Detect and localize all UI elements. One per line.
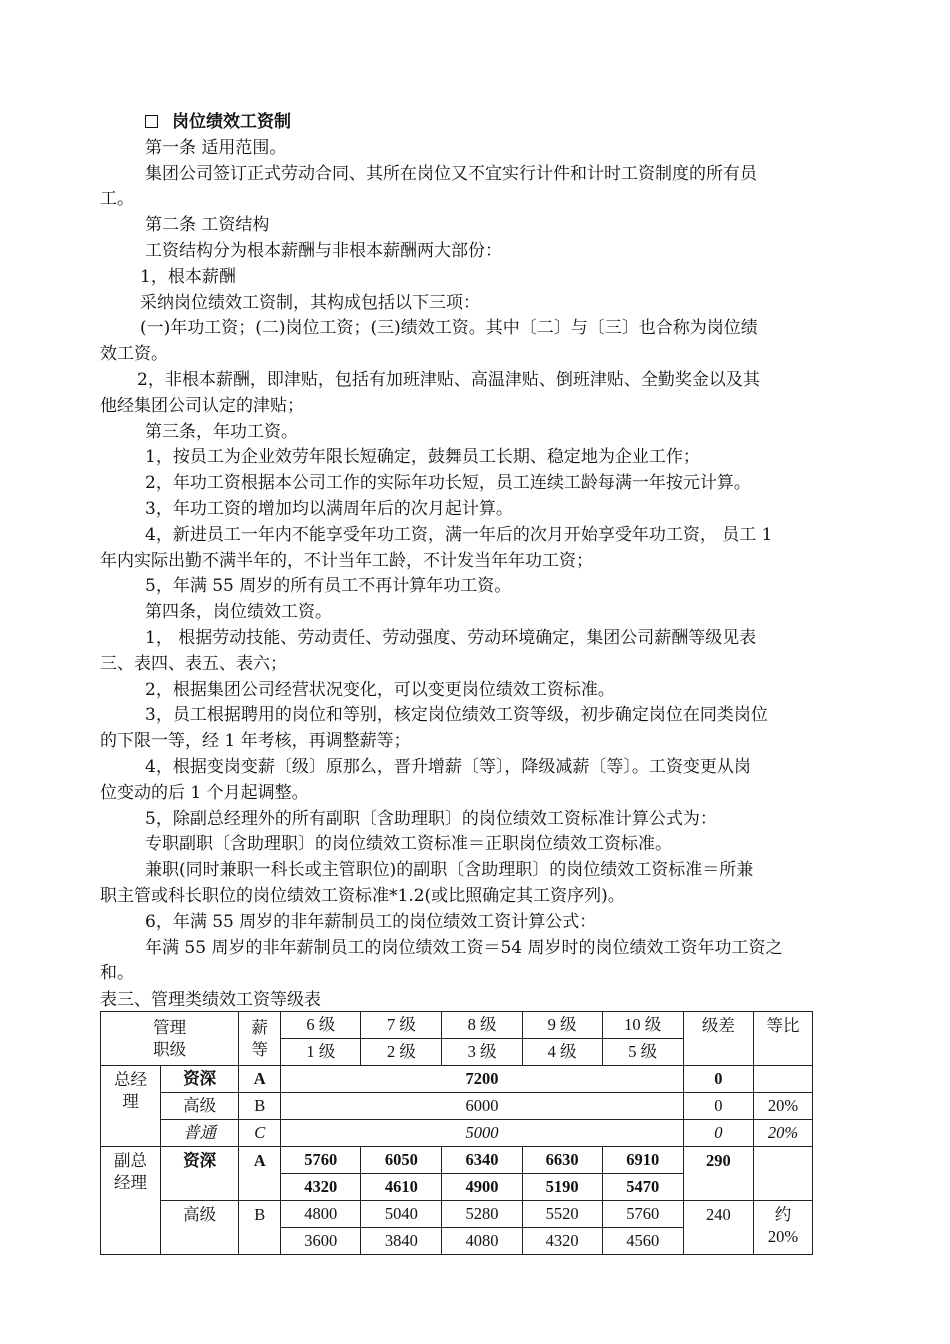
table-row-dgm-senior-1 xyxy=(101,1147,813,1174)
paragraph-line: 专职副职〔含助理职〕的岗位绩效工资标准＝正职岗位绩效工资标准。 xyxy=(145,834,672,855)
table-row-gm-normal xyxy=(101,1120,813,1147)
cell-value: 5470 xyxy=(602,1174,683,1201)
header-pay-grade: 薪 等 xyxy=(239,1012,281,1066)
row-ratio: 20% xyxy=(753,1120,812,1147)
cell-value: 5190 xyxy=(522,1174,602,1201)
paragraph-line: 集团公司签订正式劳动合同、其所在岗位又不宜实行计件和计时工资制度的所有员 xyxy=(145,163,757,184)
header-ratio: 等比 xyxy=(753,1012,812,1066)
paragraph-line: 6，年满 55 周岁的非年薪制员工的岗位绩效工资计算公式： xyxy=(145,911,597,932)
cell-value: 5760 xyxy=(281,1147,361,1174)
doc-title-text: 岗位绩效工资制 xyxy=(172,112,291,132)
header-level: 7 级 xyxy=(361,1012,442,1039)
header-diff: 级差 xyxy=(683,1012,753,1066)
paragraph-line: 第二条 工资结构 xyxy=(145,215,270,236)
paragraph-line: 工资结构分为根本薪酬与非根本薪酬两大部份： xyxy=(145,240,502,261)
salary-grade-table xyxy=(100,1011,813,1255)
row-name: 资深 xyxy=(161,1147,239,1201)
paragraph-line: 的下限一等，经 1 年考核，再调整薪等； xyxy=(100,731,411,752)
row-grade: C xyxy=(239,1120,281,1147)
row-ratio: 20% xyxy=(753,1093,812,1120)
cell-value: 4900 xyxy=(442,1174,522,1201)
document-page xyxy=(100,110,850,1255)
row-value: 6000 xyxy=(281,1093,684,1120)
table-row-gm-high xyxy=(101,1093,813,1120)
row-grade: B xyxy=(239,1201,281,1255)
table-row-gm-senior xyxy=(101,1066,813,1093)
cell-value: 5520 xyxy=(522,1201,602,1228)
cell-value: 4320 xyxy=(281,1174,361,1201)
paragraph-line: 3，年功工资的增加均以满周年后的次月起计算。 xyxy=(145,498,513,519)
header-position-level: 管理 职级 xyxy=(101,1012,239,1066)
table-caption: 表三、管理类绩效工资等级表 xyxy=(100,990,321,1011)
cell-value: 5040 xyxy=(361,1201,442,1228)
paragraph-line: 他经集团公司认定的津贴； xyxy=(100,395,304,416)
row-value: 5000 xyxy=(281,1120,684,1147)
paragraph-line: 第四条，岗位绩效工资。 xyxy=(145,602,332,623)
row-name: 高级 xyxy=(161,1201,239,1255)
row-ratio xyxy=(753,1066,812,1093)
cell-value: 5760 xyxy=(602,1201,683,1228)
cell-value: 6340 xyxy=(442,1147,522,1174)
row-diff: 240 xyxy=(683,1201,753,1255)
paragraph-line: 1， 根据劳动技能、劳动责任、劳动强度、劳动环境确定，集团公司薪酬等级见表 xyxy=(145,627,757,648)
row-name: 普通 xyxy=(161,1120,239,1147)
row-name: 高级 xyxy=(161,1093,239,1120)
paragraph-line: 和。 xyxy=(100,963,134,984)
cell-value: 4800 xyxy=(281,1201,361,1228)
header-sublevel: 4 级 xyxy=(522,1039,602,1066)
row-ratio: 约 20% xyxy=(753,1201,812,1255)
header-level: 9 级 xyxy=(522,1012,602,1039)
paragraph-line: 5，除副总经理外的所有副职〔含助理职〕的岗位绩效工资标准计算公式为： xyxy=(145,808,717,829)
table-header-row xyxy=(101,1012,813,1039)
row-diff: 0 xyxy=(683,1066,753,1093)
doc-body xyxy=(100,136,850,987)
doc-title xyxy=(100,110,850,136)
paragraph-line: 第三条，年功工资。 xyxy=(145,421,298,442)
paragraph-line: 4，新进员工一年内不能享受年功工资，满一年后的次月开始享受年功工资， 员工 1 xyxy=(145,524,773,545)
header-level: 10 级 xyxy=(602,1012,683,1039)
header-sublevel: 3 级 xyxy=(442,1039,522,1066)
paragraph-line: 2，根据集团公司经营状况变化，可以变更岗位绩效工资标准。 xyxy=(145,679,615,700)
header-level: 8 级 xyxy=(442,1012,522,1039)
cell-value: 3600 xyxy=(281,1228,361,1255)
paragraph-line: 4，根据变岗变薪〔级〕原那么，晋升增薪〔等〕，降级减薪〔等〕。工资变更从岗 xyxy=(145,756,751,777)
cell-value: 6050 xyxy=(361,1147,442,1174)
paragraph-line: 2，年功工资根据本公司工作的实际年功长短，员工连续工龄每满一年按元计算。 xyxy=(145,473,751,494)
cell-value: 3840 xyxy=(361,1228,442,1255)
row-ratio xyxy=(753,1147,812,1201)
cell-value: 4320 xyxy=(522,1228,602,1255)
paragraph-line: 年内实际出勤不满半年的，不计当年工龄，不计发当年年功工资； xyxy=(100,550,593,571)
row-grade: A xyxy=(239,1147,281,1201)
paragraph-line: 三、表四、表五、表六； xyxy=(100,653,287,674)
cell-value: 5280 xyxy=(442,1201,522,1228)
header-sublevel: 1 级 xyxy=(281,1039,361,1066)
paragraph-line: 5，年满 55 周岁的所有员工不再计算年功工资。 xyxy=(145,576,512,597)
paragraph-line: 年满 55 周岁的非年薪制员工的岗位绩效工资＝54 周岁时的岗位绩效工资年功工资之 xyxy=(145,937,783,958)
paragraph-line: 职主管或科长职位的岗位绩效工资标准*1.2(或比照确定其工资序列)。 xyxy=(100,885,625,906)
paragraph-line: 位变动的后 1 个月起调整。 xyxy=(100,782,309,803)
paragraph-line: 2，非根本薪酬，即津贴，包括有加班津贴、高温津贴、倒班津贴、全勤奖金以及其 xyxy=(137,369,760,390)
row-name: 资深 xyxy=(161,1066,239,1093)
row-grade: B xyxy=(239,1093,281,1120)
cell-value: 4560 xyxy=(602,1228,683,1255)
row-grade: A xyxy=(239,1066,281,1093)
checkbox-square-icon xyxy=(145,115,158,128)
row-value: 7200 xyxy=(281,1066,684,1093)
cell-value: 4610 xyxy=(361,1174,442,1201)
header-sublevel: 2 级 xyxy=(361,1039,442,1066)
paragraph-line: 兼职(同时兼职一科长或主管职位)的副职〔含助理职〕的岗位绩效工资标准＝所兼 xyxy=(145,860,754,881)
paragraph-line: 第一条 适用范围。 xyxy=(145,137,287,158)
header-level: 6 级 xyxy=(281,1012,361,1039)
header-sublevel: 5 级 xyxy=(602,1039,683,1066)
paragraph-line: 3，员工根据聘用的岗位和等别，核定岗位绩效工资等级，初步确定岗位在同类岗位 xyxy=(145,705,768,726)
cell-value: 6630 xyxy=(522,1147,602,1174)
gm-label: 总经 理 xyxy=(101,1066,161,1147)
paragraph-line: 工。 xyxy=(100,189,134,210)
row-diff: 290 xyxy=(683,1147,753,1201)
paragraph-line: 采纳岗位绩效工资制，其构成包括以下三项： xyxy=(140,292,480,313)
table-row-dgm-high-1 xyxy=(101,1201,813,1228)
paragraph-line: 1，按员工为企业效劳年限长短确定，鼓舞员工长期、稳定地为企业工作； xyxy=(145,447,700,468)
paragraph-line: 1，根本薪酬 xyxy=(140,266,236,287)
paragraph-line: (一)年功工资；(二)岗位工资；(三)绩效工资。其中〔二〕与〔三〕也合称为岗位绩 xyxy=(140,318,758,339)
cell-value: 4080 xyxy=(442,1228,522,1255)
row-diff: 0 xyxy=(683,1120,753,1147)
cell-value: 6910 xyxy=(602,1147,683,1174)
dgm-label: 副总 经理 xyxy=(101,1147,161,1255)
paragraph-line: 效工资。 xyxy=(100,344,168,365)
row-diff: 0 xyxy=(683,1093,753,1120)
